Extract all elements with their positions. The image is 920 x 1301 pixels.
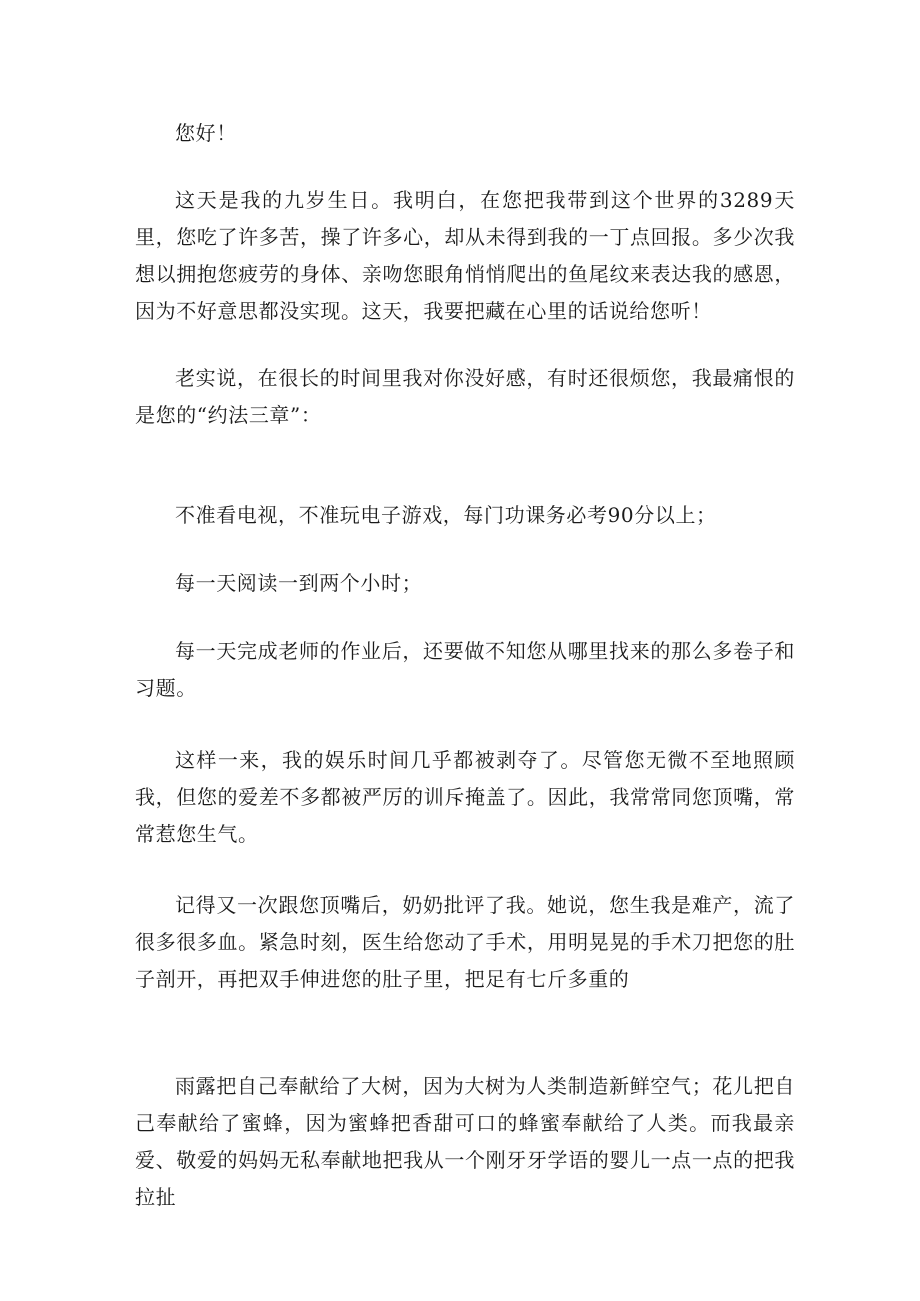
consequence-paragraph: 这样一来，我的娱乐时间几乎都被剥夺了。尽管您无微不至地照顾我，但您的爱差不多都被严厉的训斥掩盖了。因此，我常常同您顶嘴，常常惹您生气。 xyxy=(135,748,795,846)
birthday-paragraph: 这天是我的九岁生日。我明白，在您把我带到这个世界的3289天里，您吃了许多苦，操了许多心，却从未得到我的一丁点回报。多少次我想以拥抱您疲劳的身体、亲吻您眼角悄悄爬出的鱼尾纹来表达我的感恩，因为不好意思都没实现。这天，我要把藏在心里的话说给您听！ xyxy=(135,188,795,323)
honesty-paragraph: 老实说，在很长的时间里我对你没好感，有时还很烦您，我最痛恨的是您的“约法三章”： xyxy=(135,366,795,427)
rule-one-paragraph: 不准看电视，不准玩电子游戏，每门功课务必考90分以上； xyxy=(175,503,717,527)
rule-two-paragraph: 每一天阅读一到两个小时； xyxy=(175,571,423,595)
memory-paragraph: 记得又一次跟您顶嘴后，奶奶批评了我。她说，您生我是难产，流了很多很多血。紧急时刻，医生给您动了手术，用明晃晃的手术刀把您的肚子剖开，再把双手伸进您的肚子里，把足有七斤多重的 xyxy=(135,893,795,991)
rule-three-paragraph: 每一天完成老师的作业后，还要做不知您从哪里找来的那么多卷子和习题。 xyxy=(135,639,795,700)
dedication-paragraph: 雨露把自己奉献给了大树，因为大树为人类制造新鲜空气；花儿把自己奉献给了蜜蜂，因为蜜蜂把香甜可口的蜂蜜奉献给了人类。而我最亲爱、敬爱的妈妈无私奉献地把我从一个刚牙牙学语的婴儿一点一点的把我拉扯 xyxy=(135,1074,795,1209)
greeting-paragraph: 您好！ xyxy=(175,121,237,145)
